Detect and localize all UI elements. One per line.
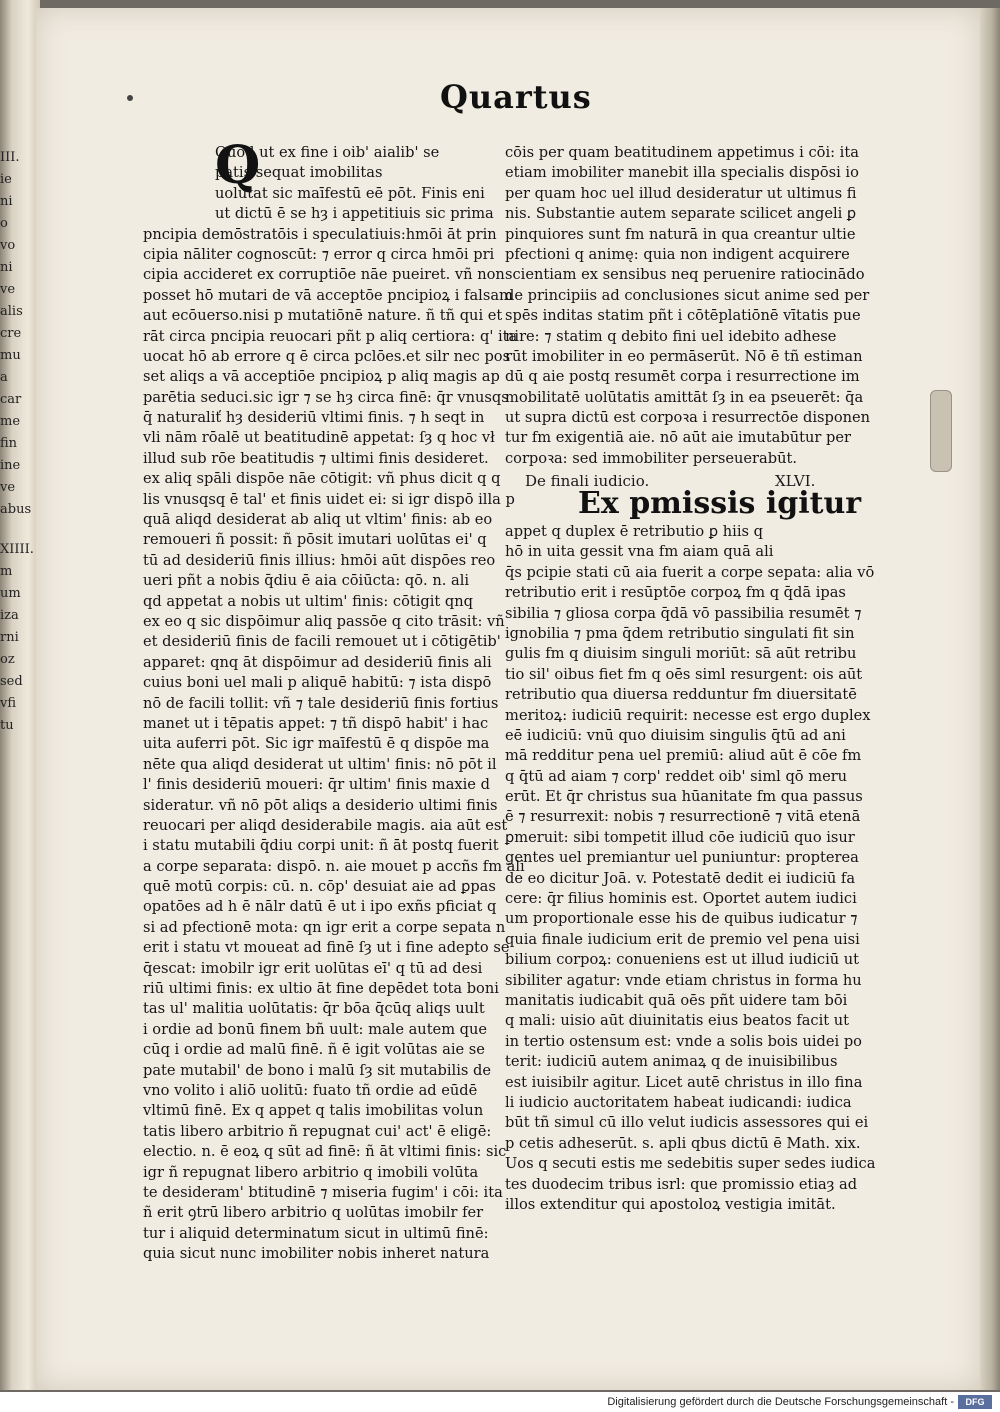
text-line: appet q duplex ē retributio ꝑ hiis q (505, 523, 763, 540)
right-column-bottom (505, 522, 876, 1215)
text-line: mobilitatē uolūtatis amittāt ſȝ in ea pseuerēt: q̄a (505, 388, 864, 406)
text-line: ex aliq spāli dispōe nāe cōtigit: vñ phus dicit q q (143, 470, 501, 488)
text-line: tur i aliquid determinatum sicut in ultimū finē: (143, 1224, 489, 1242)
text-line: illud sub rōe beatitudis ⁊ ultimi finis desideret. (143, 449, 489, 467)
text-line: mā redditur pena uel premiū: aliud aūt ē cōe fm (505, 747, 862, 765)
text-line: pfectioni q animę: quia non indigent acquirere (505, 245, 850, 263)
text-line: electio. n. ē eoꝝ q sūt ad finē: ñ āt vltimi finis: sic (143, 1143, 507, 1161)
text-line: retributio qua diuersa redduntur fm diuersitatē (505, 686, 857, 704)
text-line: nō de facili tollit: vñ ⁊ tale desideriū finis fortius (143, 694, 499, 712)
text-line: parētia seduci.sic igr ⁊ se hȝ circa finē: q̄r vnusqs (143, 388, 509, 406)
text-line: quia finale iudicium erit de premio vel pena uisi (505, 930, 860, 948)
margin-fragment: um (0, 586, 21, 601)
text-line: tas ul' malitia uolūtatis: q̄r bōa q̄cūq aliqs uult (143, 1000, 485, 1018)
text-line: dū q aie postq resumēt corpa i resurrectione im (505, 368, 860, 386)
text-line: ex eo q sic dispōimur aliq passōe q cito trāsit: vñ (143, 612, 505, 630)
margin-fragment: ve (0, 282, 16, 297)
text-line: corpoꝛa: sed immobiliter perseuerabūt. (505, 449, 797, 467)
text-line: rūt imobiliter in eo permāserūt. Nō ē tñ estiman (505, 347, 863, 365)
text-line: cūq i ordie ad malū finē. ñ ē igit volūtas aie se (143, 1041, 485, 1059)
text-line: igr ñ repugnat libero arbitrio q imobili volūta (143, 1163, 479, 1181)
text-line: cipia accideret ex corruptiōe nāe pueiret. vñ non (143, 266, 505, 284)
text-line: q̄ naturaliť hȝ desideriū vltimi finis. ⁊ h seqt in (143, 409, 485, 427)
margin-fragment: XIIII. (0, 542, 34, 557)
text-line: pate mutabil' de bono i malū ſȝ sit mutabilis de (143, 1061, 491, 1079)
text-line: scientiam ex sensibus neq peruenire ratiocinādo (505, 266, 865, 284)
text-line: a corpe separata: dispō. n. aie mouet p accñs fm ali (143, 857, 525, 875)
right-column-top (505, 143, 871, 469)
text-line: ñ erit ꝯtrū libero arbitrio q uolūtas imobilr fer (143, 1204, 484, 1222)
text-line: pncipia demōstratōis i speculatiuis:hmōi āt prin (143, 225, 497, 243)
text-line: ignobilia ⁊ pma q̄dem retributio singulati fit sin (505, 624, 855, 642)
text-line: uita auferri pōt. Sic igr maīfestū ē q dispōe ma (143, 735, 490, 753)
text-line: te desideram' btitudinē ⁊ miseria fugim' i cōi: ita (143, 1183, 503, 1201)
margin-fragment: alis (0, 304, 23, 319)
text-line: erit i statu vt moueat ad finē ſȝ ut i fine adepto se (143, 939, 510, 957)
text-line: vno volito i aliō uolitū: fuato tñ ordie ad eūdē (143, 1081, 478, 1099)
text-line: reuocari per aliqd desiderabile magis. aia aūt est (143, 816, 508, 834)
text-line: uolūtat sic maīfestū eē pōt. Finis eni (215, 184, 485, 202)
margin-fragment: fin (0, 436, 18, 451)
text-line: Quod ut ex fine i oib' aialib' se (215, 144, 440, 161)
text-line: et desideriū finis de facili remouet ut i cōtigētib' (143, 633, 501, 651)
text-line: uocat hō ab errore q ē circa pclōes.et silr nec pos (143, 347, 511, 365)
text-line: riū ultimi finis: ex ultio āt fine depēdet tota boni (143, 980, 499, 998)
margin-fragment: abus (0, 502, 32, 517)
text-line: de principiis ad conclusiones sicut anime sed per (505, 286, 870, 304)
dfg-logo: DFG (958, 1395, 992, 1409)
text-line: cere: q̄r filius hominis est. Oportet autem iudici (505, 890, 857, 908)
text-line: de eo dicitur Joā. v. Potestatē dedit ei iudiciū fa (505, 869, 856, 887)
margin-fragment: mu (0, 348, 21, 363)
margin-fragment: cre (0, 326, 22, 341)
text-line: illos extenditur qui apostoloꝝ vestigia imitāt. (505, 1195, 836, 1213)
text-line: cipia nāliter cognoscūt: ⁊ error q circa hmōi pri (143, 245, 495, 263)
text-line: sibilia ⁊ gliosa corpa q̄dā vō passibilia resumēt ⁊ (505, 604, 862, 622)
text-line: nire: ⁊ statim q debito fini uel idebito adhese (505, 327, 837, 345)
text-line: būt tñ simul cū illo velut iudicis assessores qui ei (505, 1114, 869, 1132)
text-line: eē iudiciū: vnū quo diuisim singulis q̄tū ad ani (505, 726, 846, 744)
text-line: est iuisibilr agitur. Licet autē christus in illo fina (505, 1073, 863, 1091)
running-head: Quartus (440, 78, 592, 116)
text-line: in tertio ostensum est: vnde a solis bois uidei po (505, 1032, 862, 1050)
text-line: sideratur. vñ nō pōt aliqs a desiderio ultimi finis (143, 796, 498, 814)
margin-fragment: tu (0, 718, 14, 733)
text-line: um proportionale esse his de quibus iudicatur ⁊ (505, 910, 858, 928)
margin-fragment: m (0, 564, 13, 579)
text-line: set aliqs a vā acceptiōe pncipioꝝ p aliq magis ap (143, 368, 500, 386)
text-line: spēs inditas statim pñt i cōtēplatiōnē vītatis pue (505, 307, 861, 325)
text-line: per quam hoc uel illud desideratur ut ultimus fi (505, 184, 857, 202)
text-line: tur fm exigentiā aie. nō aūt aie imutabūtur per (505, 429, 851, 447)
margin-fragment: ve (0, 480, 16, 495)
text-line: si ad pfectionē mota: qn igr erit a corpe sepata n (143, 918, 506, 936)
text-line: manet ut i tēpatis appet: ⁊ tñ dispō habit' i hac (143, 714, 489, 732)
text-line: ꝑmeruit: sibi tompetit illud cōe iudiciū quo isur (505, 828, 855, 846)
text-line: pinquiores sunt fm naturā in qua creantur ultie (505, 225, 856, 243)
margin-fragment: car (0, 392, 22, 407)
text-line: i statu mutabili q̄diu corpi unit: ñ āt postq fuerit (143, 837, 499, 855)
text-line: quā aliqd desiderat ab aliq ut vltim' finis: ab eo (143, 511, 493, 529)
chapter-number: XLVI. (775, 472, 816, 490)
text-line: vli nām rōalē ut beatitudinē appetat: ſȝ q hoc vł (143, 429, 495, 447)
left-column (143, 143, 525, 1264)
text-line: bilium corpoꝝ: conueniens est ut illud iudiciū ut (505, 951, 860, 969)
margin-fragment: III. (0, 150, 20, 165)
margin-fragment: iza (0, 608, 19, 623)
margin-fragment: sed (0, 674, 23, 689)
text-line: tio sil' oibus fiet fm q oēs siml resurgent: ois aūt (505, 665, 863, 683)
text-line: nēte qua aliqd desiderat ut ultim' finis: nō pōt il (143, 755, 497, 773)
text-line: hō in uita gessit vna fm aiam quā ali (505, 543, 774, 561)
chapter-opening: Ex pmissis igitur (578, 486, 862, 521)
text-line: ut dictū ē se hȝ i appetitiuis sic prima (215, 205, 494, 223)
text-line: ut supra dictū est corpoꝛa i resurrectōe disponen (505, 409, 871, 427)
margin-fragment: o (0, 216, 8, 231)
text-line: remoueri ñ possit: ñ pōsit imutari uolūtas ei' q (143, 531, 487, 549)
text-line: q mali: uisio aūt diuinitatis eius beatos facit ut (505, 1012, 850, 1030)
margin-fragment: oz (0, 652, 15, 667)
margin-fragment: vfi (0, 696, 17, 711)
text-line: etiam imobiliter manebit illa specialis dispōsi io (505, 164, 859, 182)
text-line: i ordie ad bonū finem bñ uult: male autem que (143, 1020, 488, 1038)
text-line: sibiliter agatur: vnde etiam christus in forma hu (505, 971, 862, 989)
facing-page-margin-text (0, 150, 34, 740)
text-line: gentes uel premiantur uel puniuntur: propterea (505, 849, 859, 867)
text-line: nis. Substantie autem separate scilicet angeli ꝑ (505, 205, 857, 223)
margin-fragment: ie (0, 172, 12, 187)
margin-fragment: a (0, 370, 8, 385)
text-line: manitatis iudicabit quā oēs pñt uidere tam bōi (505, 991, 848, 1009)
text-line: q q̄tū ad aiam ⁊ corp' reddet oib' siml qō meru (505, 767, 848, 785)
text-line: q̄s pcipie stati cū aia fuerit a corpe sepata: alia vō (505, 563, 875, 581)
text-line: quē motū corpis: cū. n. cōp' desuiat aie ad ꝑpas (143, 878, 496, 896)
decorated-initial: Q (215, 135, 261, 196)
text-line: patis sequat imobilitas (215, 164, 383, 182)
text-line: cuius boni uel mali p aliquē habitū: ⁊ ista dispō (143, 674, 492, 692)
footer-bar (0, 1392, 1000, 1412)
text-line: rāt circa pncipia reuocari pñt p aliq certiora: q' ita (143, 327, 518, 345)
text-line: li iudicio auctoritatem habeat iudicandi: iudica (505, 1093, 852, 1111)
text-line: aut ecōuerso.nisi p mutatiōnē nature. ñ tñ qui et (143, 307, 503, 325)
margin-fragment: ni (0, 260, 13, 275)
text-line: cōis per quam beatitudinem appetimus i cōi: ita (505, 144, 859, 161)
page-edge (980, 8, 1000, 1390)
text-line: opatōes ad h ē nālr datū ē ut i ipo exñs pficiat q (143, 898, 497, 916)
text-line: retributio erit i resūptōe corpoꝝ fm q q̄dā ipas (505, 584, 846, 602)
text-line: q̄escat: imobilr igr erit uolūtas eī' q tū ad desi (143, 959, 483, 977)
text-line: meritoꝝ: iudiciū requirit: necesse est ergo duplex (505, 706, 871, 724)
page-clip (930, 390, 952, 472)
margin-fragment: me (0, 414, 21, 429)
text-line: Uos q secuti estis me sedebitis super sedes iudica (505, 1155, 876, 1173)
text-line: l' finis desideriū moueri: q̄r ultim' finis maxie d (143, 776, 490, 794)
text-line: ē ⁊ resurrexit: nobis ⁊ resurrectionē ⁊ vitā etenā (505, 808, 861, 826)
ink-dot (127, 95, 133, 101)
text-line: terit: iudiciū autem animaꝝ q de inuisibilibus (505, 1053, 838, 1071)
margin-fragment: ni (0, 194, 13, 209)
text-line: quia sicut nunc imobiliter nobis inheret natura (143, 1245, 490, 1263)
text-line: gulis fm q diuisim singuli moriūt: sā aūt retribu (505, 645, 857, 663)
text-line: posset hō mutari de vā acceptōe pncipioꝝ i falsam (143, 286, 513, 304)
margin-fragment: rni (0, 630, 19, 645)
funding-credit: Digitalisierung gefördert durch die Deutsche Forschungsgemeinschaft - (607, 1396, 954, 1408)
chapter-title: De finali iudicio. (525, 472, 650, 490)
margin-fragment: vo (0, 238, 16, 253)
margin-fragment: ine (0, 458, 21, 473)
text-line: lis vnusqsq ē tal' et finis uidet ei: si igr dispō illa p (143, 490, 515, 508)
text-line: apparet: qnq āt dispōimur ad desideriū finis ali (143, 653, 492, 671)
text-line: ueri pñt a nobis q̄diu ē aia cōiūcta: qō. n. ali (143, 572, 470, 590)
text-line: qd appetat a nobis ut ultim' finis: cōtigit qnq (143, 592, 473, 610)
text-line: tatis libero arbitrio ñ repugnat cui' act' ē eligē: (143, 1122, 492, 1140)
text-line: vltimū finē. Ex q appet q talis imobilitas volun (143, 1102, 484, 1120)
text-line: tū ad desideriū finis illius: hmōi aūt dispōes reo (143, 551, 496, 569)
text-line: erūt. Et q̄r christus sua hūanitate fm qua passus (505, 788, 863, 806)
text-line: p cetis adheserūt. s. apli qbus dictū ē Math. xix. (505, 1134, 861, 1152)
text-line: tes duodecim tribus isrl: que promissio etiaȝ ad (505, 1175, 858, 1193)
